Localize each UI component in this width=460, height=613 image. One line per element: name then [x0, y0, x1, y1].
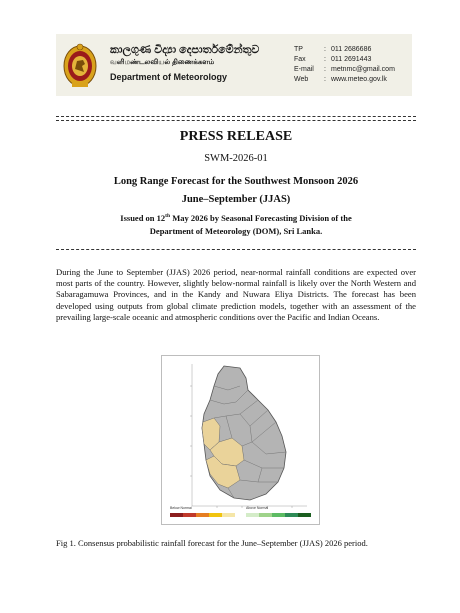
legend-bar-below	[170, 513, 235, 517]
contact-row: E-mail : metnmc@gmail.com	[294, 66, 395, 73]
divider-top	[56, 116, 416, 117]
forecast-map-figure	[161, 355, 320, 525]
divider-bottom	[56, 249, 416, 250]
contact-block	[294, 45, 395, 85]
forecast-paragraph: During the June to September (JJAS) 2026 period, near-normal rainfall conditions are expected over most parts of the country. However, slightly below-normal rainfall is likely over the North Western and Sabaragamuwa Provinces, and in the Kandy and Nuwara Eliya Districts. The forecast has been developed using outputs from global climate prediction models, together with an assessment of the prevailing large-scale oceanic and atmospheric conditions over the Pacific and Indian Oceans.	[56, 267, 416, 322]
figure-caption: Fig 1. Consensus probabilistic rainfall forecast for the June–September (JJAS) 2026 period.	[56, 538, 368, 548]
divider-top-second	[56, 120, 416, 121]
legend-label-below: Below Normal	[170, 506, 192, 510]
press-release-title: PRESS RELEASE	[179, 129, 293, 144]
legend-bar-above	[246, 513, 311, 517]
issued-statement: Issued on 12th May 2026 by Seasonal Forecasting Division of the Department of Meteorology (DOM), Sri Lanka.	[120, 212, 352, 236]
sri-lanka-forecast-map	[162, 356, 319, 524]
contact-row: Web : www.meteo.gov.lk	[294, 76, 387, 83]
legend-label-above: Above Normal	[246, 506, 269, 510]
org-name-tamil: வளிமண்டலவியல் திணைக்களம்	[110, 59, 215, 66]
contact-row: Fax : 011 2691443	[294, 56, 372, 63]
release-reference: SWM-2026-01	[204, 153, 268, 164]
release-subtitle: Long Range Forecast for the Southwest Monsoon 2026 June–September (JJAS)	[113, 176, 359, 205]
org-name-sinhala: කාලගුණ විද්‍යා දෙපාර්තමේන්තුව	[110, 44, 260, 56]
org-name-english: Department of Meteorology	[110, 72, 228, 82]
letterhead	[56, 34, 412, 96]
contact-row: TP : 011 2686686	[294, 46, 372, 53]
organization-name	[110, 43, 259, 85]
sri-lanka-emblem-icon	[63, 42, 97, 88]
